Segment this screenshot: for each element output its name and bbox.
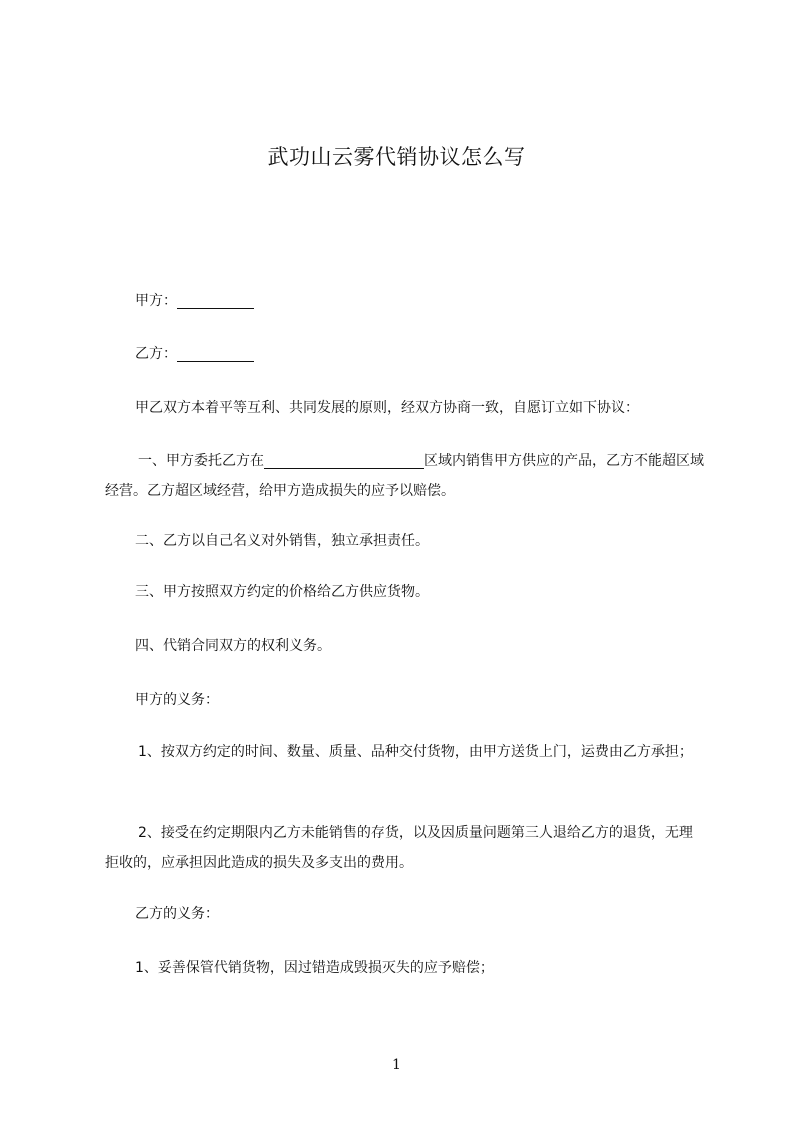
party-a-label: 甲方： <box>135 293 177 309</box>
party-b-duty-1: 1、妥善保管代销货物，因过错造成毁损灭失的应予赔偿； <box>135 960 494 976</box>
region-blank-2 <box>326 452 424 469</box>
party-b-line <box>105 339 705 369</box>
page-number: 1 <box>392 1057 401 1073</box>
clause-3: 三、甲方按照双方约定的价格给乙方供应货物。 <box>135 584 429 600</box>
region-blank-1 <box>264 452 326 469</box>
intro-paragraph: 甲乙双方本着平等互利、共同发展的原则，经双方协商一致，自愿订立如下协议： <box>135 400 639 416</box>
clause-1-suffix: 区域内销售甲方供应的产品，乙方不能超区域经营。乙方超区域经营，给甲方造成损失的应予以赔偿。 <box>105 453 704 499</box>
party-a-duties-heading: 甲方的义务： <box>135 692 219 708</box>
clause-1-prefix: 一、甲方委托乙方在 <box>138 453 264 469</box>
party-b-duties-heading: 乙方的义务： <box>135 906 219 922</box>
party-a-duty-2: 2、接受在约定期限内乙方未能销售的存货，以及因质量问题第三人退给乙方的退货，无理拒收的，应承担因此造成的损失及多支出的费用。 <box>105 825 693 871</box>
clause-4: 四、代销合同双方的权利义务。 <box>135 638 331 654</box>
party-a-line <box>105 286 705 316</box>
party-b-label: 乙方： <box>135 346 177 362</box>
party-a-duty-1: 1、按双方约定的时间、数量、质量、品种交付货物，由甲方送货上门，运费由乙方承担； <box>138 744 693 760</box>
party-a-blank <box>177 292 254 309</box>
clause-2: 二、乙方以自己名义对外销售，独立承担责任。 <box>135 533 429 549</box>
clause-1 <box>105 446 705 506</box>
party-b-blank <box>177 345 254 362</box>
document-title: 武功山云雾代销协议怎么写 <box>267 145 526 169</box>
